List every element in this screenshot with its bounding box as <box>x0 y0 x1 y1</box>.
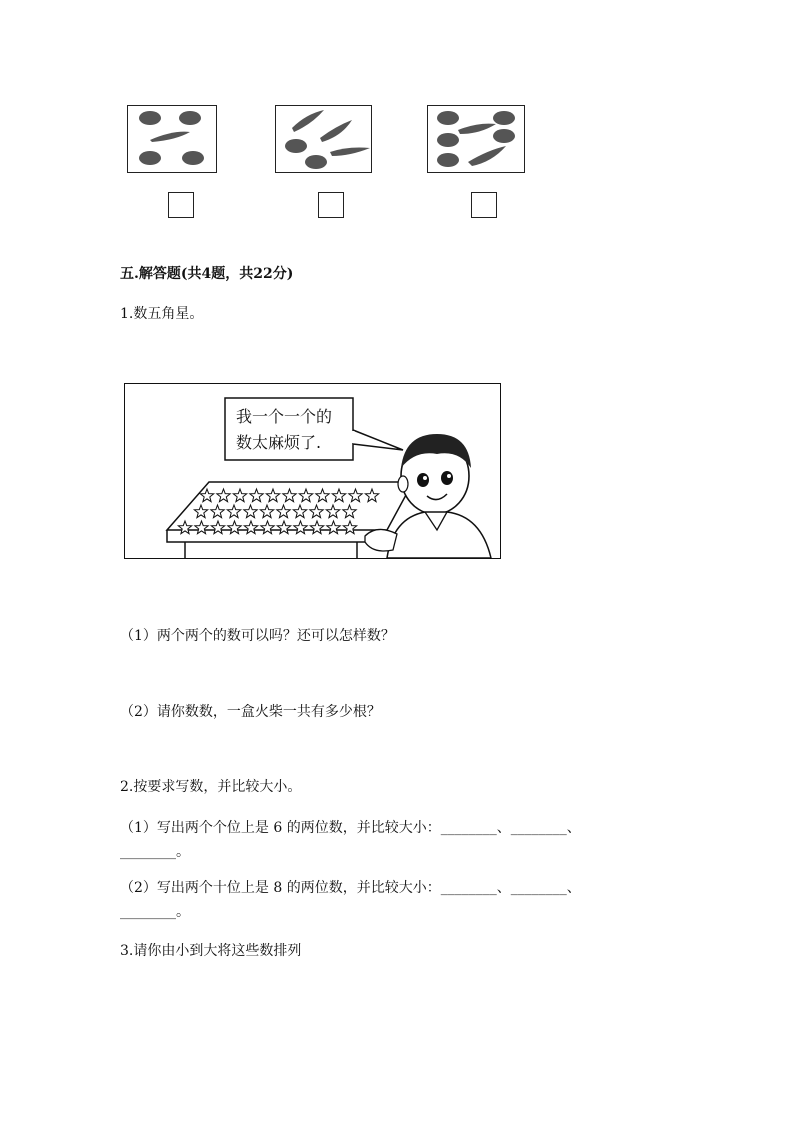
question-2-title: 2.按要求写数，并比较大小。 <box>120 779 302 795</box>
vegetable-drawing <box>428 106 524 172</box>
question-2-part-2-continued: ________。 <box>120 904 190 920</box>
section-title: 五.解答题(共4题，共22分) <box>120 266 294 282</box>
question-2-part-1: （1）写出两个个位上是 6 的两位数，并比较大小：________、________、 <box>120 820 581 836</box>
vegetable-drawing <box>128 106 216 172</box>
question-1-part-2: （2）请你数数，一盒火柴一共有多少根？ <box>120 704 381 720</box>
speech-bubble-line-2: 数太麻烦了. <box>236 433 322 452</box>
answer-box-3[interactable] <box>471 192 497 218</box>
vegetable-drawing <box>276 106 371 172</box>
answer-box-1[interactable] <box>168 192 194 218</box>
question-3-title: 3.请你由小到大将这些数排列 <box>120 943 302 959</box>
question-1-title: 1.数五角星。 <box>120 306 204 322</box>
picture-box-1 <box>127 105 217 173</box>
comic-illustration <box>124 383 501 559</box>
question-2-part-1-continued: ________。 <box>120 844 190 860</box>
question-1-part-1: （1）两个两个的数可以吗？还可以怎样数？ <box>120 628 395 644</box>
speech-bubble-line-1: 我一个一个的 <box>236 407 333 426</box>
answer-box-2[interactable] <box>318 192 344 218</box>
picture-box-2 <box>275 105 372 173</box>
picture-box-3 <box>427 105 525 173</box>
question-2-part-2: （2）写出两个十位上是 8 的两位数，并比较大小：________、________、 <box>120 880 581 896</box>
